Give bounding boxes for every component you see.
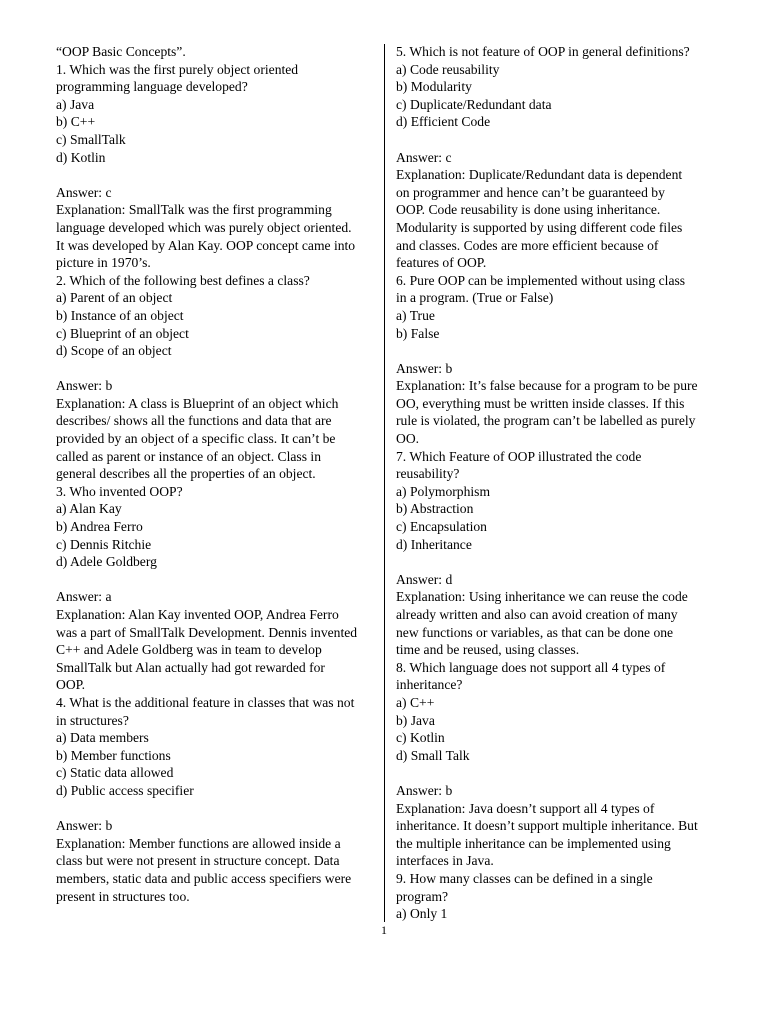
text-line: c) Kotlin xyxy=(396,730,445,746)
text-line: Explanation: Member functions are allowed inside a xyxy=(56,835,341,851)
page-number: 1 xyxy=(381,923,387,937)
text-line: 4. What is the additional feature in classes that was not xyxy=(56,694,355,710)
text-line: 9. How many classes can be defined in a single xyxy=(396,870,653,886)
text-line: Answer: b xyxy=(56,818,113,834)
text-line: a) Alan Kay xyxy=(56,501,122,517)
text-line: a) Only 1 xyxy=(396,906,448,922)
text-line: d) Efficient Code xyxy=(396,114,491,130)
text-line: Explanation: Alan Kay invented OOP, Andrea Ferro xyxy=(56,607,339,622)
text-line: a) C++ xyxy=(396,694,435,710)
right-column xyxy=(396,43,718,923)
blank-line xyxy=(56,360,374,378)
text-line: OOP. Code reusability is done using inheritance. xyxy=(396,202,661,218)
text-line: 8. Which language does not support all 4 types of xyxy=(396,659,666,675)
text-line: class but were not present in structure concept. Data xyxy=(56,853,340,869)
text-line: “OOP Basic Concepts”. xyxy=(56,44,186,59)
text-line: d) Inheritance xyxy=(396,536,472,552)
text-line: provided by an object of a specific class. It can’t be xyxy=(56,431,336,447)
text-line: and classes. Codes are more efficient because of xyxy=(396,237,659,253)
text-line: b) Andrea Ferro xyxy=(56,519,143,535)
text-line: It was developed by Alan Kay. OOP concept came into xyxy=(56,237,356,253)
text-line: time and be reused, using classes. xyxy=(396,642,580,658)
text-line: c) Static data allowed xyxy=(56,765,174,781)
text-line: Explanation: SmallTalk was the first programming xyxy=(56,202,332,218)
text-line: a) Data members xyxy=(56,730,149,746)
text-line: Answer: b xyxy=(396,360,453,376)
text-line: d) Kotlin xyxy=(56,149,106,165)
text-line: a) True xyxy=(396,307,435,323)
text-line: Answer: b xyxy=(396,782,453,798)
text-line: reusability? xyxy=(396,466,460,482)
text-line: d) Adele Goldberg xyxy=(56,554,157,570)
text-line: already written and also can avoid creation of many xyxy=(396,607,678,622)
text-line: program? xyxy=(396,888,449,904)
text-line: interfaces in Java. xyxy=(396,853,494,869)
text-line: 3. Who invented OOP? xyxy=(56,483,183,499)
text-line: new functions or variables, as that can be done one xyxy=(396,624,674,640)
text-line: OO. xyxy=(396,431,420,447)
text-line: Explanation: Using inheritance we can reuse the code xyxy=(396,589,688,605)
text-line: d) Public access specifier xyxy=(56,782,194,798)
text-line: OO, everything must be written inside classes. If this xyxy=(396,395,685,411)
text-line: picture in 1970’s. xyxy=(56,255,151,271)
text-line: describes/ shows all the functions and data that are xyxy=(56,413,332,429)
text-line: Answer: d xyxy=(396,571,453,587)
text-line: OOP. xyxy=(56,677,86,693)
text-line: b) Abstraction xyxy=(396,501,474,517)
text-line: c) SmallTalk xyxy=(56,131,126,147)
text-line: Answer: a xyxy=(56,589,112,605)
text-line: C++ and Adele Goldberg was in team to develop xyxy=(56,642,322,658)
text-line: 7. Which Feature of OOP illustrated the code xyxy=(396,448,642,464)
text-line: 1. Which was the first purely object oriented xyxy=(56,61,299,77)
column-divider xyxy=(384,44,385,922)
blank-line xyxy=(56,571,374,589)
text-line: b) Modularity xyxy=(396,79,472,95)
text-line: 5. Which is not feature of OOP in general definitions? xyxy=(396,44,690,59)
text-line: c) Encapsulation xyxy=(396,519,487,535)
text-line: b) Instance of an object xyxy=(56,307,184,323)
left-column xyxy=(56,43,374,905)
text-line: the multiple inheritance can be implemented using xyxy=(396,835,671,851)
text-line: programming language developed? xyxy=(56,79,248,95)
text-line: Answer: c xyxy=(396,149,452,165)
blank-line xyxy=(56,166,374,184)
text-line: on programmer and hence can’t be guaranteed by xyxy=(396,184,665,200)
text-line: d) Scope of an object xyxy=(56,343,172,359)
text-line: was a part of SmallTalk Development. Dennis invented xyxy=(56,624,358,640)
text-line: inheritance. It doesn’t support multiple inheritance. But xyxy=(396,818,698,834)
text-line: in structures? xyxy=(56,712,129,728)
text-line: d) Small Talk xyxy=(396,747,470,763)
text-line: a) Parent of an object xyxy=(56,290,173,306)
text-line: Explanation: A class is Blueprint of an object which xyxy=(56,395,339,411)
text-line: called as parent or instance of an object. Class in xyxy=(56,448,321,464)
blank-line xyxy=(396,764,718,782)
text-line: c) Blueprint of an object xyxy=(56,325,189,341)
blank-line xyxy=(396,342,718,360)
text-line: in a program. (True or False) xyxy=(396,290,554,306)
text-line: members, static data and public access specifiers were xyxy=(56,870,352,886)
text-line: c) Duplicate/Redundant data xyxy=(396,96,552,112)
text-line: b) False xyxy=(396,325,440,341)
text-line: b) Java xyxy=(396,712,435,728)
blank-line xyxy=(56,800,374,818)
text-line: Answer: c xyxy=(56,184,112,200)
text-line: rule is violated, the program can’t be labelled as purely xyxy=(396,413,696,429)
text-line: c) Dennis Ritchie xyxy=(56,536,152,552)
text-line: Explanation: Duplicate/Redundant data is dependent xyxy=(396,167,683,183)
text-line: a) Java xyxy=(56,96,95,112)
text-line: Modularity is supported by using different code files xyxy=(396,219,683,235)
text-line: 6. Pure OOP can be implemented without using class xyxy=(396,272,686,288)
text-line: language developed which was purely object oriented. xyxy=(56,219,352,235)
text-line: 2. Which of the following best defines a class? xyxy=(56,272,310,288)
text-line: general describes all the properties of an object. xyxy=(56,466,316,482)
text-line: SmallTalk but Alan actually had got rewarded for xyxy=(56,659,325,675)
text-line: features of OOP. xyxy=(396,255,487,271)
text-line: b) Member functions xyxy=(56,747,171,763)
blank-line xyxy=(396,553,718,571)
text-line: present in structures too. xyxy=(56,888,190,904)
text-line: b) C++ xyxy=(56,114,96,130)
text-line: Answer: b xyxy=(56,378,113,394)
text-line: Explanation: It’s false because for a program to be pure xyxy=(396,378,698,394)
text-line: a) Polymorphism xyxy=(396,483,491,499)
text-line: Explanation: Java doesn’t support all 4 types of xyxy=(396,800,655,816)
text-line: a) Code reusability xyxy=(396,61,500,77)
blank-line xyxy=(396,131,718,149)
text-line: inheritance? xyxy=(396,677,463,693)
